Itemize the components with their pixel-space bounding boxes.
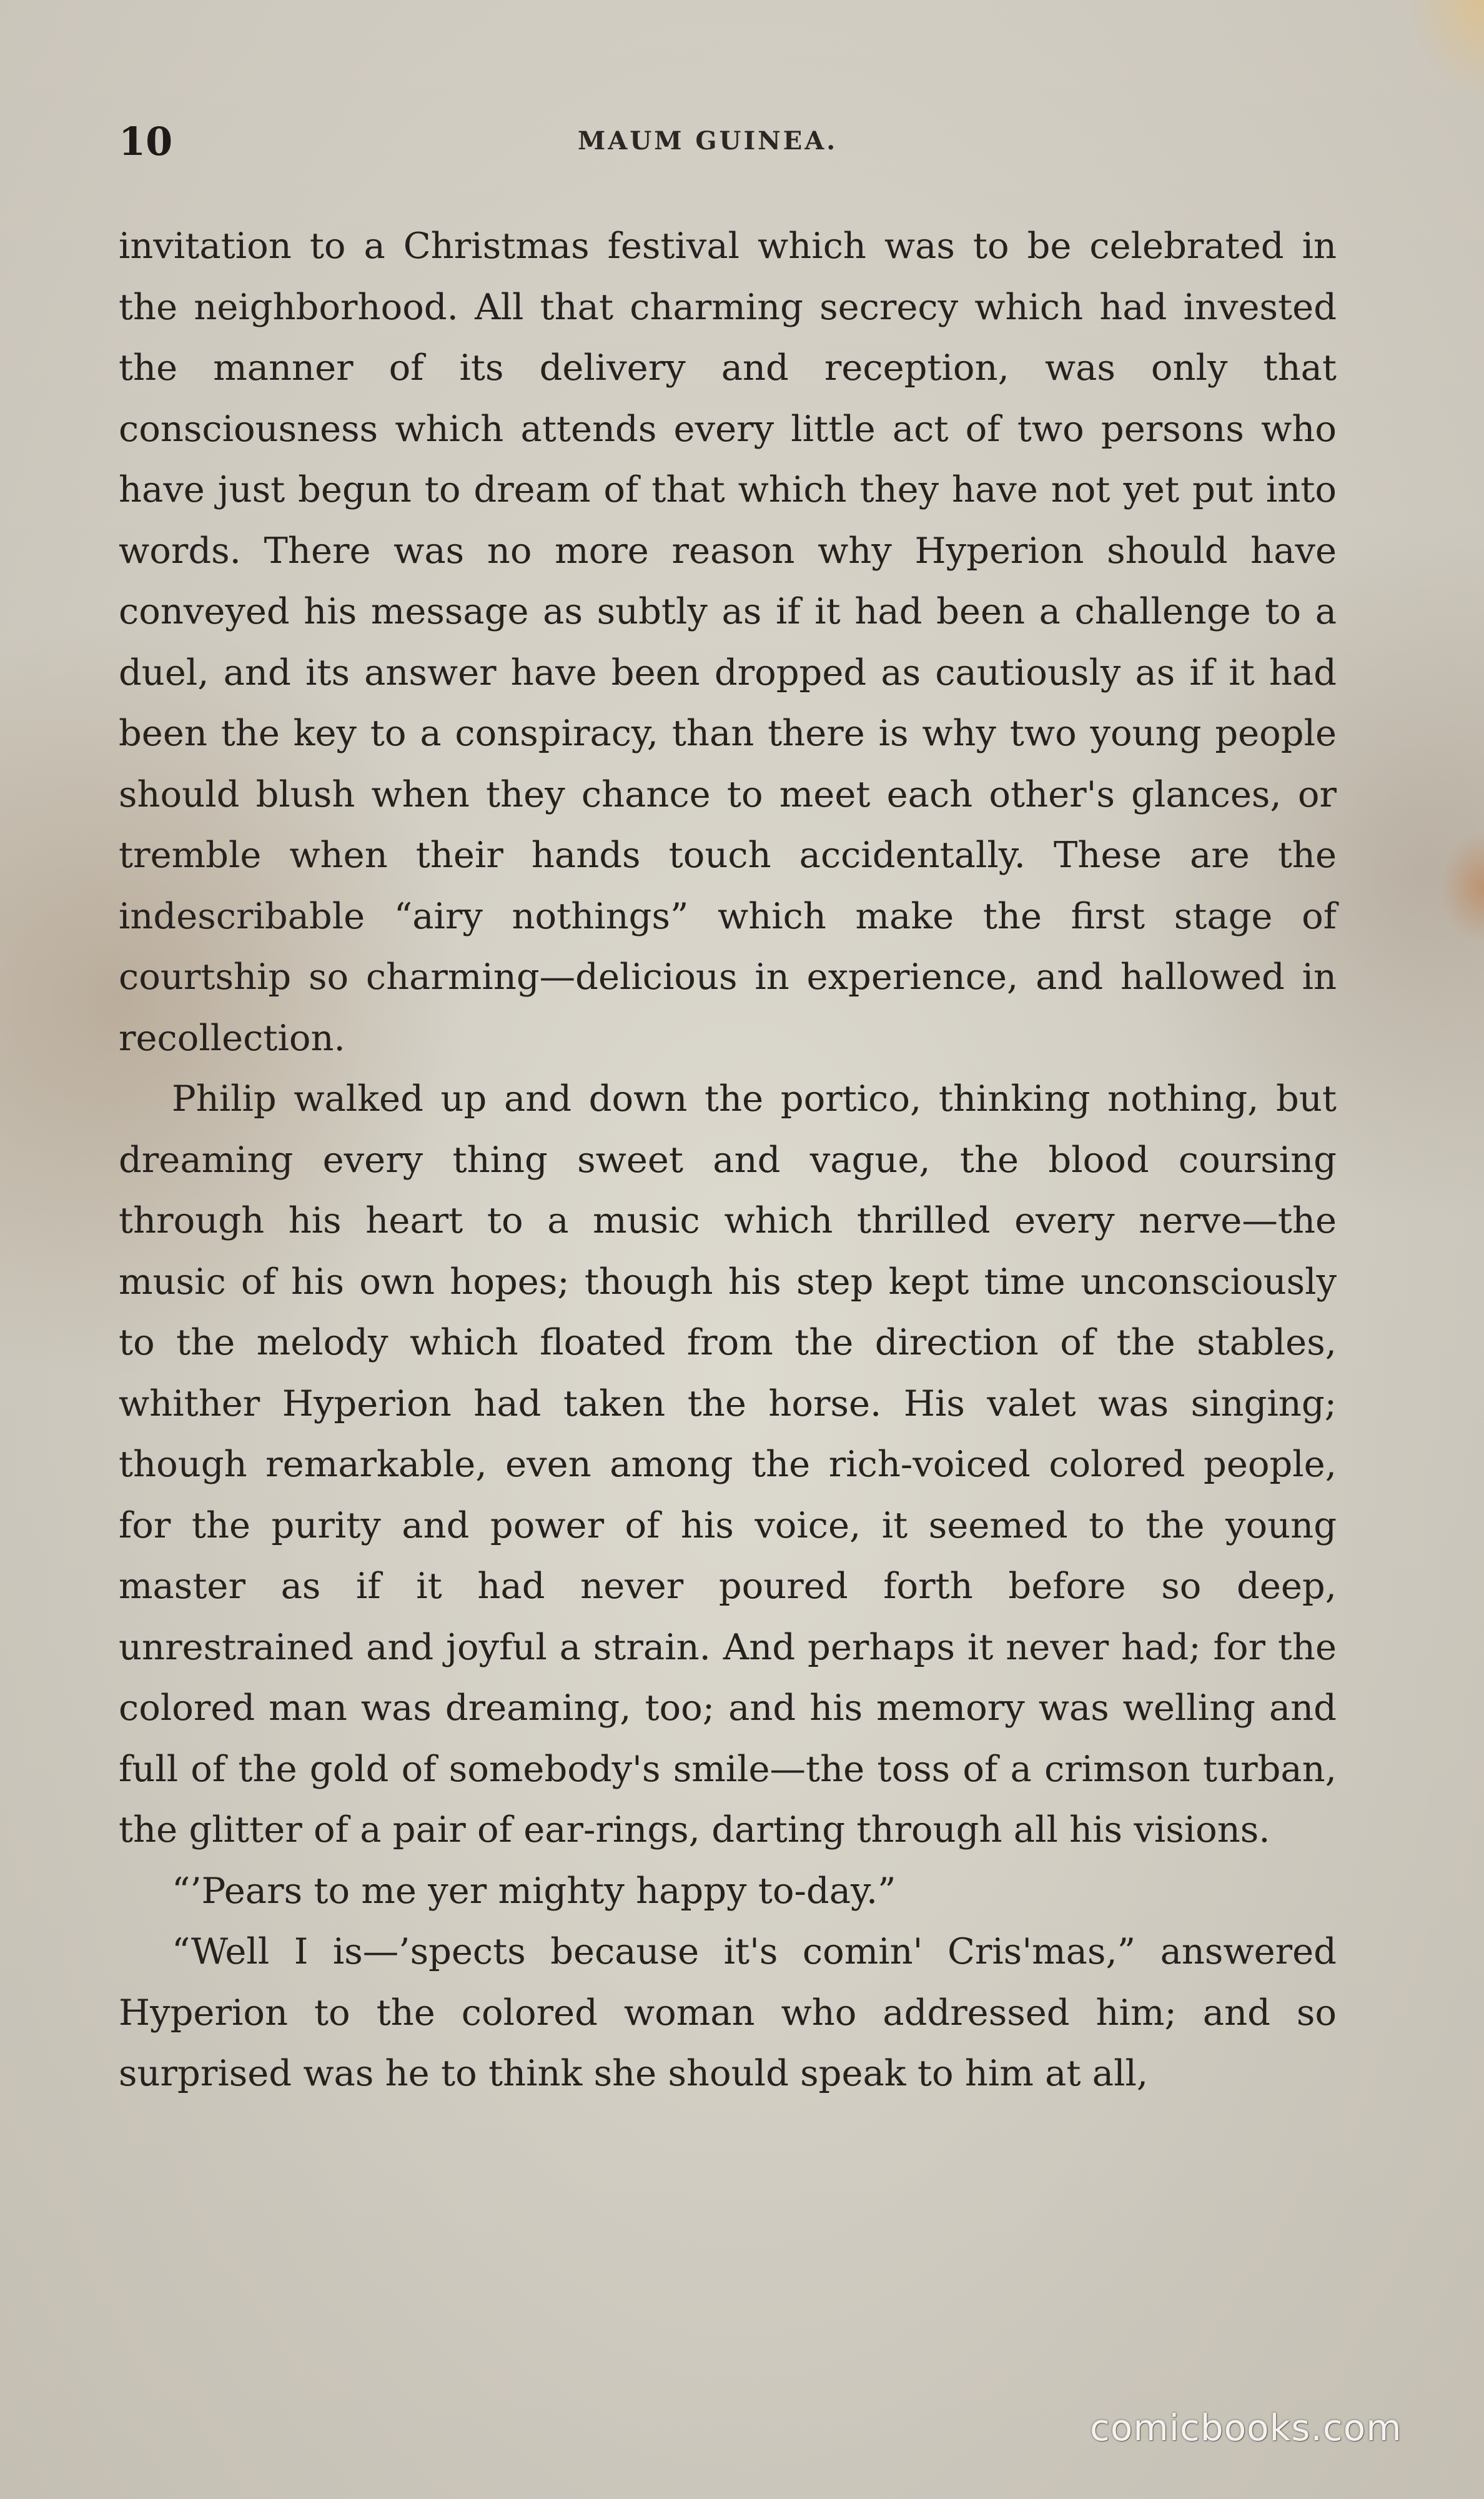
edge-stain: [1440, 831, 1484, 943]
running-title: MAUM GUINEA.: [578, 126, 838, 156]
paragraph: Philip walked up and down the portico, thinking nothing, but dreaming every thing sweet and vague, the blood coursing through his heart to a music which thrilled every nerve—the music of his own hopes; though his step kept time unconsciously to the melody which floated from the direction of the stables, whither Hyperion had taken the horse. His valet was singing; though remarkable, even among the rich-voiced colored people, for the purity and power of his voice, it seemed to the young master as if it had never poured forth before so deep, unrestrained and joyful a strain. And perhaps it never had; for the colored man was dreaming, too; and his memory was welling and full of the gold of somebody's smile—the toss of a crimson turban, the glitter of a pair of ear-rings, darting through all his visions.: [119, 1078, 1337, 1851]
body-text: [119, 216, 1337, 2104]
paragraph: invitation to a Christmas festival which was to be celebrated in the neighborhood. All that charming secrecy which had invested the manner of its delivery and reception, was only that consciousness which attends every little act of two persons who have just begun to dream of that which they have not yet put into words. There was no more reason why Hyperion should have conveyed his message as subtly as if it had been a challenge to a duel, and its answer have been dropped as cautiously as if it had been the key to a conspiracy, than there is why two young people should blush when they chance to meet each other's glances, or tremble when their hands touch accidentally. These are the indescribable “airy nothings” which make the first stage of courtship so charming—delicious in experience, and hallowed in recollection.: [119, 225, 1337, 1059]
page-header: [119, 106, 1337, 181]
watermark: comicbooks.com: [1090, 2407, 1402, 2449]
corner-stain: [1409, 0, 1484, 100]
page-number: 10: [119, 119, 173, 164]
dialogue-line: “’Pears to me yer mighty happy to-day.”: [172, 1869, 896, 1912]
paragraph: “Well I is—’spects because it's comin' Cris'mas,” answered Hyperion to the colored woman who addressed him; and so surprised was he to think she should speak to him at all,: [119, 1930, 1337, 2094]
